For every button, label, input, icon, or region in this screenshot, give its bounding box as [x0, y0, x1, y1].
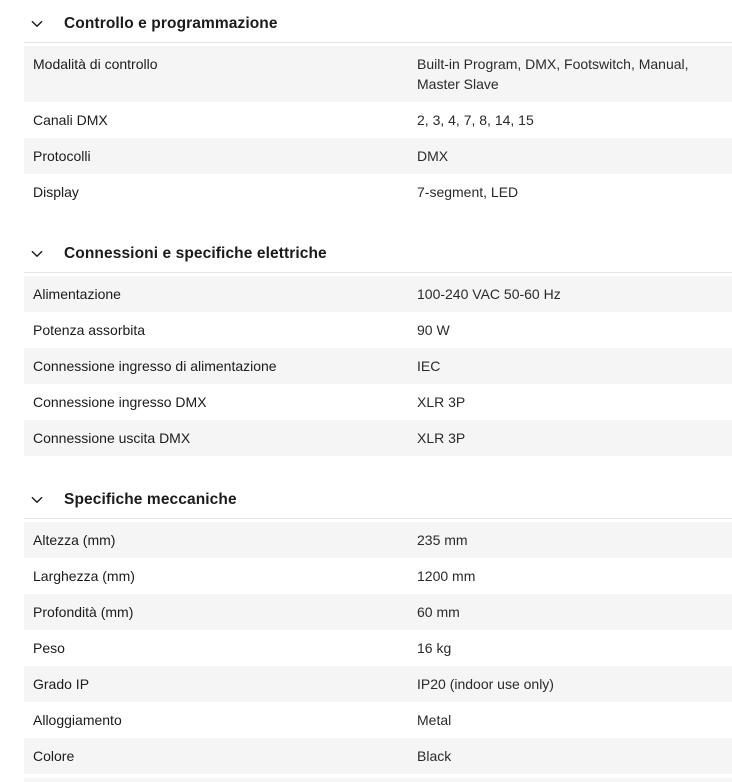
section-title: Connessioni e specifiche elettriche [64, 245, 327, 262]
table-row [24, 702, 732, 738]
spec-value: 16 kg [417, 640, 452, 656]
spec-label: Protocolli [33, 148, 91, 164]
table-row [24, 138, 732, 174]
section-header[interactable] [24, 236, 732, 273]
table-row [24, 276, 732, 312]
section-header[interactable] [24, 482, 732, 519]
spec-label: Peso [33, 640, 65, 656]
spec-rows [24, 46, 732, 210]
spec-value: 235 mm [417, 532, 468, 548]
table-row [24, 666, 732, 702]
spec-value: 100-240 VAC 50-60 Hz [417, 286, 561, 302]
spec-value: XLR 3P [417, 394, 466, 410]
spec-label: Modalità di controllo [33, 56, 158, 72]
table-row [24, 174, 732, 210]
table-row [24, 630, 732, 666]
spec-label: Display [33, 184, 79, 200]
section-header[interactable] [24, 6, 732, 43]
spec-value: DMX [417, 148, 449, 164]
spec-label: Canali DMX [33, 112, 108, 128]
spec-value: 1200 mm [417, 568, 476, 584]
table-row [24, 594, 732, 630]
spec-label: Connessione uscita DMX [33, 430, 191, 446]
spec-label: Connessione ingresso di alimentazione [33, 358, 277, 374]
spec-value: 7-segment, LED [417, 184, 519, 200]
table-row [24, 348, 732, 384]
spec-label: Alloggiamento [33, 712, 122, 728]
chevron-down-icon [31, 14, 44, 34]
chevron-down-icon [31, 244, 44, 264]
next-row-partial [24, 778, 732, 782]
spec-value: 90 W [417, 322, 450, 338]
section-title: Specifiche meccaniche [64, 491, 237, 508]
spec-value: 2, 3, 4, 7, 8, 14, 15 [417, 112, 534, 128]
table-row [24, 522, 732, 558]
spec-rows [24, 522, 732, 774]
section-title: Controllo e programmazione [64, 15, 278, 32]
table-row [24, 46, 732, 102]
spec-section [24, 482, 732, 774]
spec-label: Potenza assorbita [33, 322, 146, 338]
table-row [24, 420, 732, 456]
spec-value: XLR 3P [417, 430, 466, 446]
table-row [24, 558, 732, 594]
spec-rows [24, 276, 732, 456]
spec-label: Connessione ingresso DMX [33, 394, 207, 410]
spec-value: Metal [417, 712, 452, 728]
spec-label: Grado IP [33, 676, 90, 692]
table-row [24, 738, 732, 774]
spec-label: Profondità (mm) [33, 604, 134, 620]
table-row [24, 102, 732, 138]
spec-label: Altezza (mm) [33, 532, 116, 548]
spec-value: 60 mm [417, 604, 460, 620]
spec-value: IEC [417, 358, 441, 374]
spec-section [24, 236, 732, 456]
spec-label: Larghezza (mm) [33, 568, 135, 584]
chevron-down-icon [31, 490, 44, 510]
spec-value: Black [417, 748, 452, 764]
spec-section [24, 6, 732, 210]
spec-label: Alimentazione [33, 286, 121, 302]
spec-value: IP20 (indoor use only) [417, 676, 554, 692]
spec-label: Colore [33, 748, 75, 764]
spec-value: Built-in Program, DMX, Footswitch, Manual, Master Slave [417, 56, 689, 92]
table-row [24, 312, 732, 348]
table-row [24, 384, 732, 420]
